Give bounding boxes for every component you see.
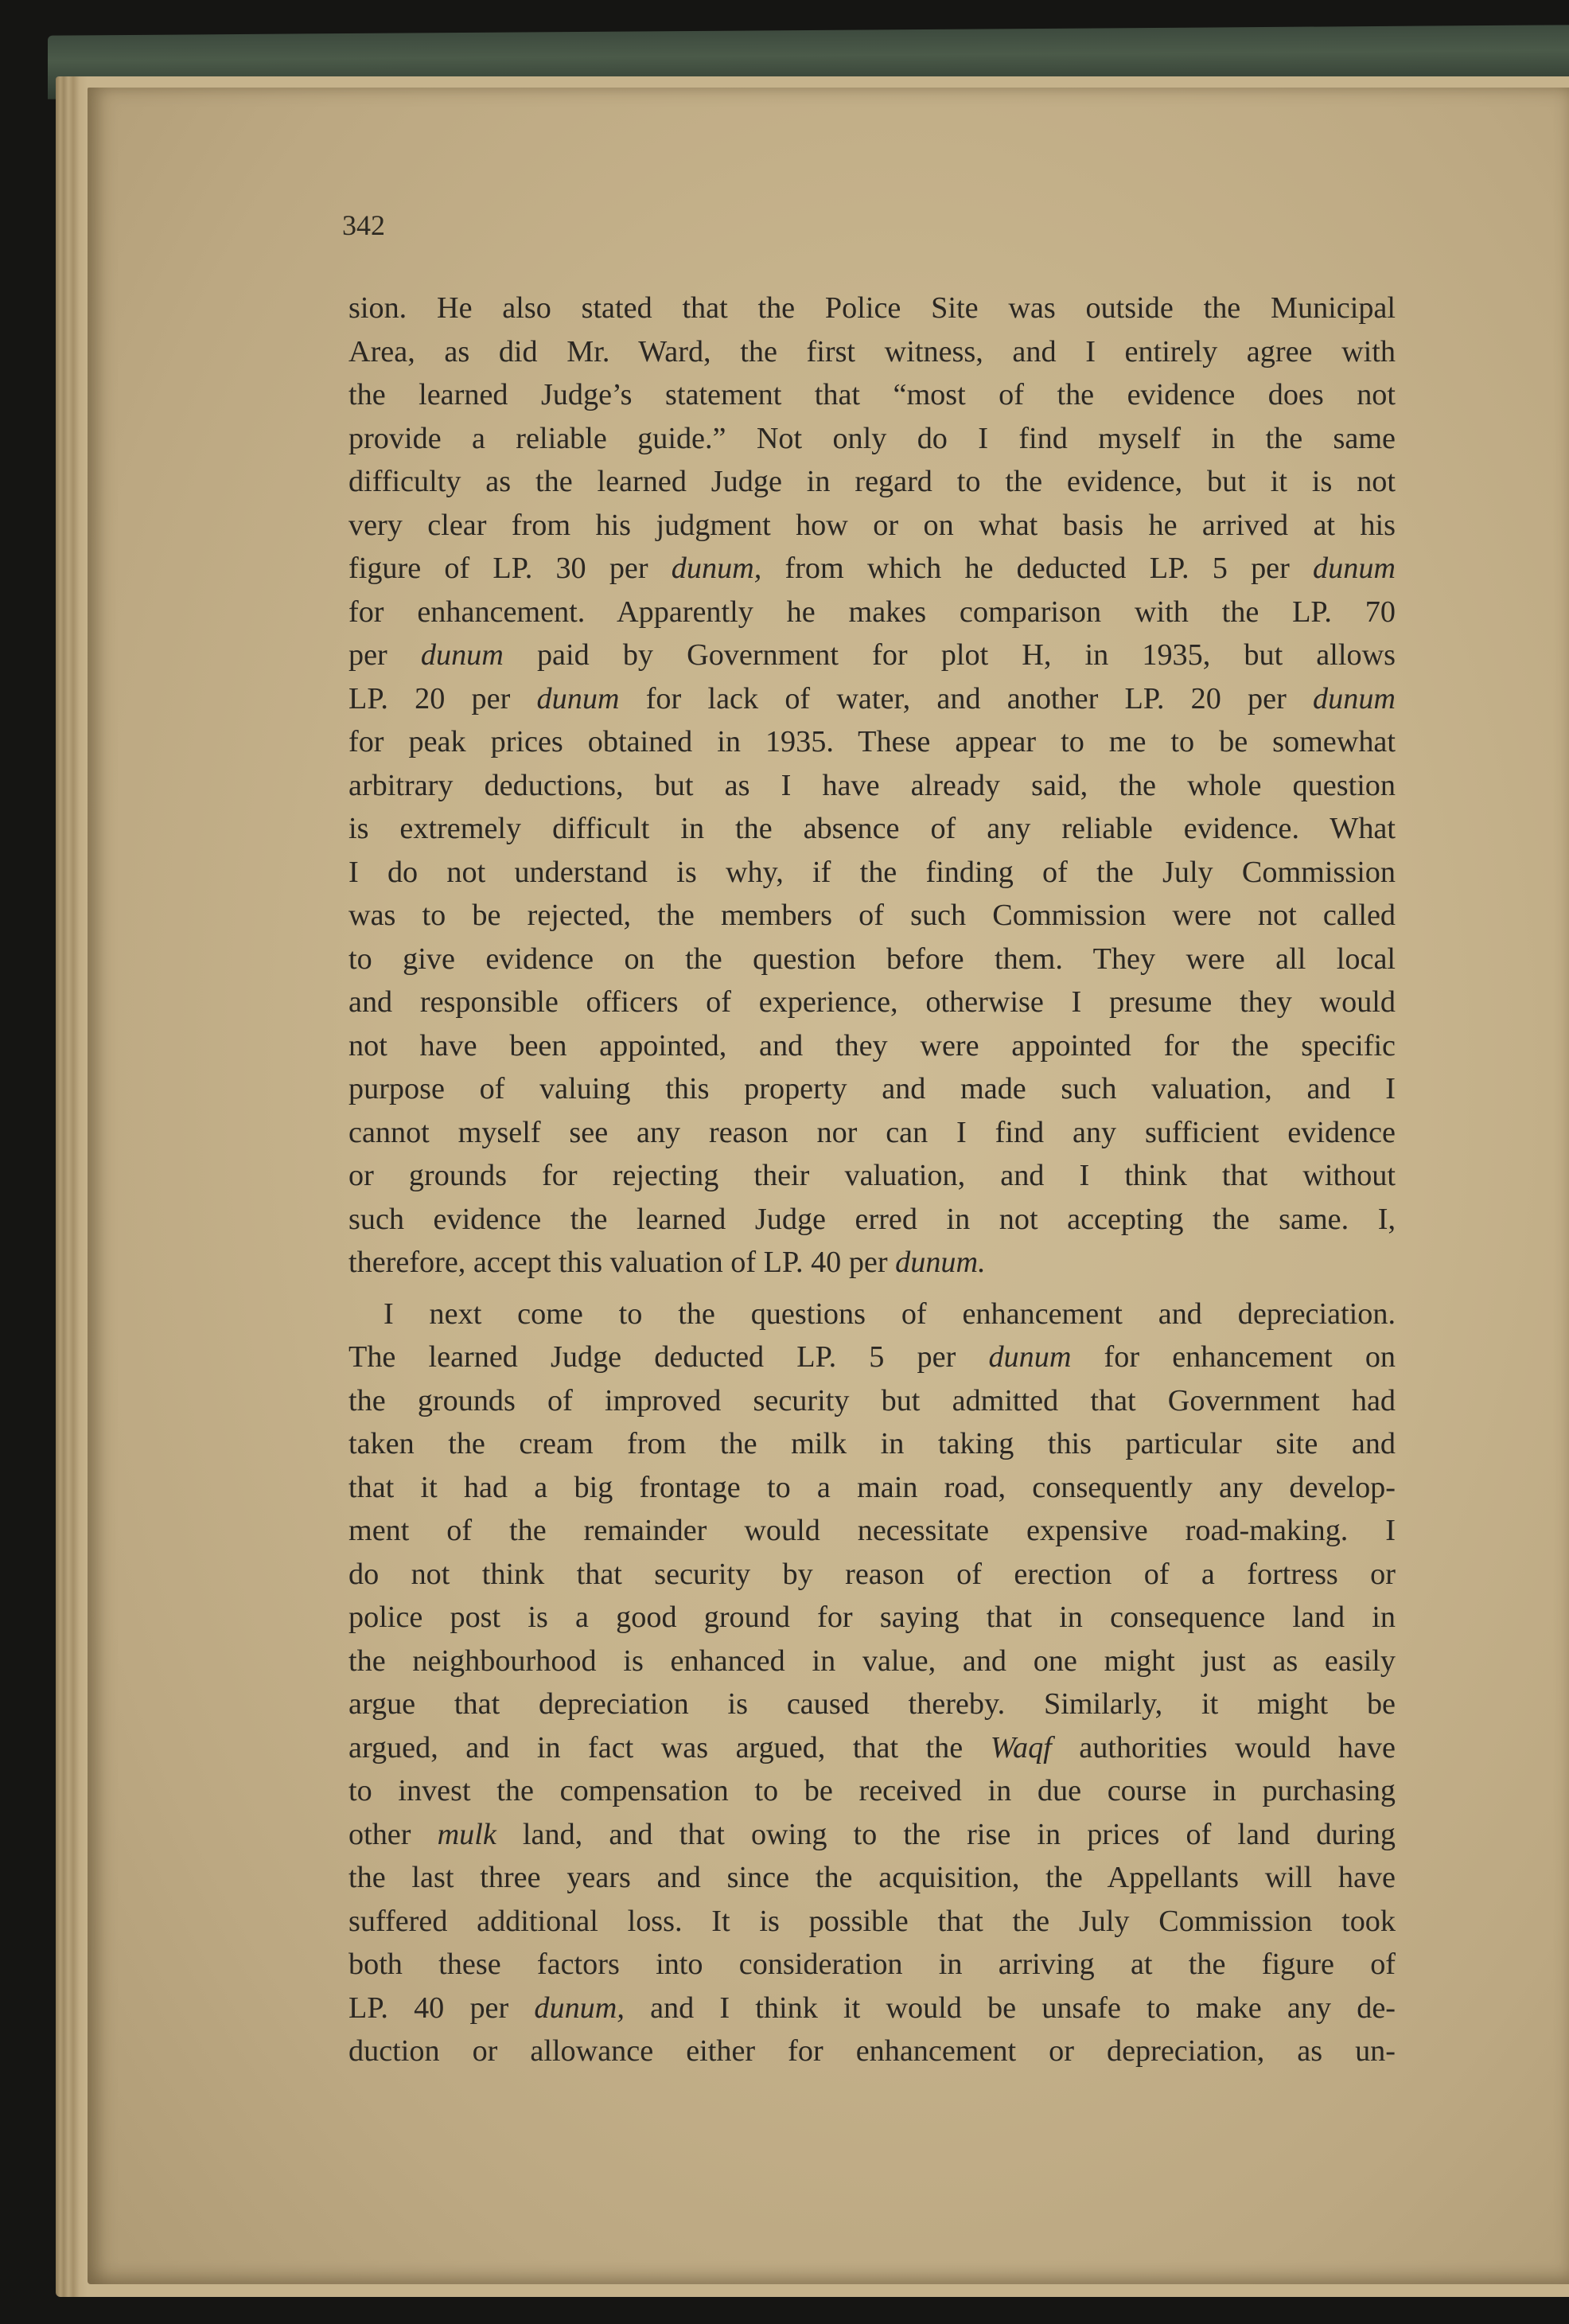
text-line: [348, 547, 1396, 591]
text-line: the grounds of improved security but admitted that Government had: [348, 1383, 1396, 1417]
text-segment: figure of LP. 30 per: [348, 552, 672, 585]
text-segment: therefore, accept this valuation of LP. 40 per: [348, 1246, 896, 1279]
text-segment: authorities would have: [1051, 1730, 1396, 1764]
text-line: police post is a good ground for saying that in consequence land in: [348, 1601, 1396, 1634]
text-segment: argued, and in fact was argued, that the: [348, 1730, 991, 1764]
text-line: provide a reliable guide.” Not only do I find myself in the same: [348, 421, 1396, 455]
text-line: [348, 677, 1396, 721]
text-line: arbitrary deductions, but as I have already said, the whole question: [348, 768, 1396, 802]
text-line: suffered additional loss. It is possible that the July Commission took: [348, 1904, 1396, 1938]
text-line: purpose of valuing this property and made such valuation, and I: [348, 1072, 1396, 1105]
text-line: for enhancement. Apparently he makes comparison with the LP. 70: [348, 595, 1396, 629]
text-line: difficulty as the learned Judge in regard to the evidence, but it is not: [348, 465, 1396, 498]
text-segment: for enhancement on: [1071, 1340, 1396, 1374]
text-segment: LP. 40 per: [348, 1991, 535, 2025]
text-segment: from which he deducted LP. 5 per: [761, 552, 1314, 585]
text-line: the last three years and since the acquisition, the Appellants will have: [348, 1861, 1396, 1894]
italic-term: dunum,: [534, 1991, 625, 2025]
italic-term: dunum: [1313, 552, 1396, 585]
text-line: I do not understand is why, if the finding of the July Commission: [348, 855, 1396, 889]
italic-term: dunum: [536, 681, 620, 716]
text-line: [348, 1813, 1396, 1857]
text-segment: per: [348, 638, 421, 672]
text-segment: for lack of water, and another LP. 20 per: [619, 681, 1314, 716]
text-line: duction or allowance either for enhancement or depreciation, as un-: [348, 2034, 1396, 2068]
text-line: I next come to the questions of enhancement and depreciation.: [383, 1297, 1396, 1331]
text-line: [348, 1241, 1396, 1285]
text-line: argue that depreciation is caused thereby. Similarly, it might be: [348, 1687, 1396, 1721]
italic-term: dunum,: [671, 552, 762, 585]
text-line: [348, 1987, 1396, 2030]
text-line: both these factors into consideration in arriving at the figure of: [348, 1948, 1396, 1981]
text-line: very clear from his judgment how or on what basis he arrived at his: [348, 508, 1396, 542]
italic-term: dunum: [1313, 681, 1396, 716]
text-line: such evidence the learned Judge erred in not accepting the same. I,: [348, 1202, 1396, 1236]
text-line: [348, 1336, 1396, 1379]
text-segment: paid by Government for plot H, in 1935, but allows: [503, 638, 1396, 672]
text-line: is extremely difficult in the absence of any reliable evidence. What: [348, 812, 1396, 845]
italic-term: mulk: [437, 1817, 496, 1851]
italic-term: dunum.: [895, 1246, 986, 1279]
italic-term: Waqf: [990, 1730, 1052, 1764]
text-line: was to be rejected, the members of such Commission were not called: [348, 899, 1396, 932]
page-number: 342: [342, 209, 385, 241]
text-line: [348, 634, 1396, 677]
text-segment: The learned Judge deducted LP. 5 per: [348, 1340, 989, 1374]
italic-term: dunum: [988, 1340, 1072, 1374]
text-line: sion. He also stated that the Police Site was outside the Municipal: [348, 291, 1396, 325]
text-line: Area, as did Mr. Ward, the first witness, and I entirely agree with: [348, 334, 1396, 368]
body-text: [348, 287, 1396, 2073]
text-line: the learned Judge’s statement that “most of the evidence does not: [348, 378, 1396, 411]
text-line: not have been appointed, and they were appointed for the specific: [348, 1028, 1396, 1063]
text-line: or grounds for rejecting their valuation, and I think that without: [348, 1159, 1396, 1192]
text-line: ment of the remainder would necessitate expensive road-making. I: [348, 1514, 1396, 1547]
text-segment: other: [348, 1817, 438, 1851]
italic-term: dunum: [420, 638, 504, 672]
text-line: and responsible officers of experience, otherwise I presume they would: [348, 985, 1396, 1019]
text-segment: land, and that owing to the rise in prices of land during: [496, 1817, 1396, 1851]
text-line: the neighbourhood is enhanced in value, and one might just as easily: [348, 1644, 1396, 1678]
text-line: to give evidence on the question before them. They were all local: [348, 942, 1396, 976]
paragraph-gap: [348, 1285, 1396, 1293]
text-line: [348, 1726, 1396, 1770]
text-line: taken the cream from the milk in taking this particular site and: [348, 1427, 1396, 1460]
text-line: cannot myself see any reason nor can I find any sufficient evidence: [348, 1115, 1396, 1149]
text-segment: LP. 20 per: [348, 681, 537, 716]
text-segment: and I think it would be unsafe to make any de-: [624, 1991, 1396, 2025]
text-line: that it had a big frontage to a main road, consequently any develop-: [348, 1470, 1396, 1504]
text-line: to invest the compensation to be received in due course in purchasing: [348, 1774, 1396, 1807]
text-line: do not think that security by reason of erection of a fortress or: [348, 1557, 1396, 1591]
text-line: for peak prices obtained in 1935. These appear to me to be somewhat: [348, 725, 1396, 758]
